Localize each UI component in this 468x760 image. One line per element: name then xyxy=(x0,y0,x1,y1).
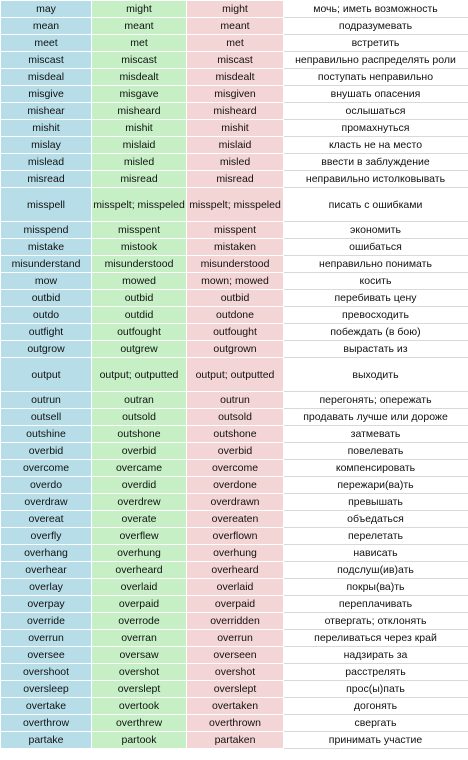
past-simple-cell: overcame xyxy=(92,460,187,477)
past-simple-cell: mowed xyxy=(92,273,187,290)
table-row xyxy=(1,358,468,392)
translation-cell: подслуш(ив)ать xyxy=(284,562,468,579)
past-simple-cell: output; outputted xyxy=(92,358,187,392)
table-row xyxy=(1,596,468,613)
past-simple-cell: misspent xyxy=(92,222,187,239)
verbs-table-body xyxy=(1,1,468,749)
base-form-cell: misspell xyxy=(1,188,92,222)
table-row xyxy=(1,137,468,154)
table-row xyxy=(1,613,468,630)
past-participle-cell: overrun xyxy=(187,630,284,647)
base-form-cell: outgrow xyxy=(1,341,92,358)
table-row xyxy=(1,52,468,69)
table-row xyxy=(1,324,468,341)
base-form-cell: outshine xyxy=(1,426,92,443)
base-form-cell: partake xyxy=(1,732,92,749)
past-simple-cell: outsold xyxy=(92,409,187,426)
past-participle-cell: partaken xyxy=(187,732,284,749)
translation-cell: неправильно истолковывать xyxy=(284,171,468,188)
table-row xyxy=(1,426,468,443)
past-simple-cell: mistook xyxy=(92,239,187,256)
translation-cell: свергать xyxy=(284,715,468,732)
past-simple-cell: overdrew xyxy=(92,494,187,511)
past-participle-cell: mistaken xyxy=(187,239,284,256)
past-participle-cell: outshone xyxy=(187,426,284,443)
table-row xyxy=(1,647,468,664)
base-form-cell: overthrow xyxy=(1,715,92,732)
past-participle-cell: misled xyxy=(187,154,284,171)
translation-cell: расстрелять xyxy=(284,664,468,681)
table-row xyxy=(1,494,468,511)
base-form-cell: outbid xyxy=(1,290,92,307)
past-simple-cell: misspelt; misspeled xyxy=(92,188,187,222)
table-row xyxy=(1,715,468,732)
past-participle-cell: met xyxy=(187,35,284,52)
past-simple-cell: outshone xyxy=(92,426,187,443)
translation-cell: экономить xyxy=(284,222,468,239)
table-row xyxy=(1,409,468,426)
past-participle-cell: overbid xyxy=(187,443,284,460)
past-simple-cell: outdid xyxy=(92,307,187,324)
table-row xyxy=(1,681,468,698)
past-participle-cell: outfought xyxy=(187,324,284,341)
past-simple-cell: oversaw xyxy=(92,647,187,664)
table-row xyxy=(1,477,468,494)
translation-cell: ошибаться xyxy=(284,239,468,256)
translation-cell: перебивать цену xyxy=(284,290,468,307)
past-simple-cell: misgave xyxy=(92,86,187,103)
table-row xyxy=(1,290,468,307)
translation-cell: покры(ва)ть xyxy=(284,579,468,596)
base-form-cell: overlay xyxy=(1,579,92,596)
translation-cell: принимать участие xyxy=(284,732,468,749)
base-form-cell: outdo xyxy=(1,307,92,324)
past-simple-cell: overran xyxy=(92,630,187,647)
past-simple-cell: might xyxy=(92,1,187,18)
base-form-cell: override xyxy=(1,613,92,630)
table-row xyxy=(1,239,468,256)
table-row xyxy=(1,511,468,528)
translation-cell: вырастать из xyxy=(284,341,468,358)
base-form-cell: may xyxy=(1,1,92,18)
table-row xyxy=(1,103,468,120)
translation-cell: переплачивать xyxy=(284,596,468,613)
past-simple-cell: overslept xyxy=(92,681,187,698)
table-row xyxy=(1,1,468,18)
past-participle-cell: overridden xyxy=(187,613,284,630)
past-participle-cell: misread xyxy=(187,171,284,188)
past-simple-cell: overpaid xyxy=(92,596,187,613)
past-participle-cell: outgrown xyxy=(187,341,284,358)
past-participle-cell: outsold xyxy=(187,409,284,426)
base-form-cell: overdo xyxy=(1,477,92,494)
base-form-cell: misspend xyxy=(1,222,92,239)
past-participle-cell: overshot xyxy=(187,664,284,681)
base-form-cell: mishit xyxy=(1,120,92,137)
table-row xyxy=(1,171,468,188)
past-participle-cell: overthrown xyxy=(187,715,284,732)
past-simple-cell: partook xyxy=(92,732,187,749)
past-simple-cell: misheard xyxy=(92,103,187,120)
past-participle-cell: overdone xyxy=(187,477,284,494)
past-participle-cell: outbid xyxy=(187,290,284,307)
table-row xyxy=(1,18,468,35)
base-form-cell: mislay xyxy=(1,137,92,154)
translation-cell: превышать xyxy=(284,494,468,511)
table-row xyxy=(1,69,468,86)
translation-cell: переливаться через край xyxy=(284,630,468,647)
base-form-cell: outfight xyxy=(1,324,92,341)
past-participle-cell: overslept xyxy=(187,681,284,698)
past-participle-cell: misdealt xyxy=(187,69,284,86)
base-form-cell: misdeal xyxy=(1,69,92,86)
base-form-cell: overshoot xyxy=(1,664,92,681)
base-form-cell: overfly xyxy=(1,528,92,545)
past-simple-cell: overate xyxy=(92,511,187,528)
translation-cell: нависать xyxy=(284,545,468,562)
past-participle-cell: mown; mowed xyxy=(187,273,284,290)
past-participle-cell: misgiven xyxy=(187,86,284,103)
base-form-cell: mishear xyxy=(1,103,92,120)
past-participle-cell: output; outputted xyxy=(187,358,284,392)
past-simple-cell: outbid xyxy=(92,290,187,307)
past-simple-cell: overbid xyxy=(92,443,187,460)
past-participle-cell: overdrawn xyxy=(187,494,284,511)
past-simple-cell: overthrew xyxy=(92,715,187,732)
translation-cell: объедаться xyxy=(284,511,468,528)
table-row xyxy=(1,222,468,239)
past-participle-cell: overheard xyxy=(187,562,284,579)
translation-cell: продавать лучше или дороже xyxy=(284,409,468,426)
translation-cell: надзирать за xyxy=(284,647,468,664)
translation-cell: поступать неправильно xyxy=(284,69,468,86)
past-simple-cell: meant xyxy=(92,18,187,35)
table-row xyxy=(1,120,468,137)
base-form-cell: outsell xyxy=(1,409,92,426)
base-form-cell: overrun xyxy=(1,630,92,647)
table-row xyxy=(1,528,468,545)
past-participle-cell: might xyxy=(187,1,284,18)
past-participle-cell: overlaid xyxy=(187,579,284,596)
translation-cell: перелетать xyxy=(284,528,468,545)
past-simple-cell: overrode xyxy=(92,613,187,630)
past-participle-cell: misspelt; misspeled xyxy=(187,188,284,222)
past-simple-cell: misread xyxy=(92,171,187,188)
past-participle-cell: mishit xyxy=(187,120,284,137)
translation-cell: затмевать xyxy=(284,426,468,443)
past-participle-cell: misunderstood xyxy=(187,256,284,273)
past-participle-cell: meant xyxy=(187,18,284,35)
base-form-cell: output xyxy=(1,358,92,392)
base-form-cell: overcome xyxy=(1,460,92,477)
base-form-cell: oversleep xyxy=(1,681,92,698)
translation-cell: перегонять; опережать xyxy=(284,392,468,409)
past-simple-cell: mishit xyxy=(92,120,187,137)
past-simple-cell: overlaid xyxy=(92,579,187,596)
translation-cell: косить xyxy=(284,273,468,290)
base-form-cell: outrun xyxy=(1,392,92,409)
table-row xyxy=(1,256,468,273)
past-participle-cell: overhung xyxy=(187,545,284,562)
table-row xyxy=(1,732,468,749)
base-form-cell: mean xyxy=(1,18,92,35)
base-form-cell: overhang xyxy=(1,545,92,562)
table-row xyxy=(1,392,468,409)
past-participle-cell: overflown xyxy=(187,528,284,545)
translation-cell: выходить xyxy=(284,358,468,392)
table-row xyxy=(1,545,468,562)
past-simple-cell: miscast xyxy=(92,52,187,69)
base-form-cell: oversee xyxy=(1,647,92,664)
table-row xyxy=(1,154,468,171)
past-participle-cell: overcome xyxy=(187,460,284,477)
past-simple-cell: overheard xyxy=(92,562,187,579)
table-row xyxy=(1,664,468,681)
translation-cell: превосходить xyxy=(284,307,468,324)
past-participle-cell: misheard xyxy=(187,103,284,120)
table-row xyxy=(1,307,468,324)
past-simple-cell: overflew xyxy=(92,528,187,545)
base-form-cell: miscast xyxy=(1,52,92,69)
translation-cell: ввести в заблуждение xyxy=(284,154,468,171)
translation-cell: отвергать; отклонять xyxy=(284,613,468,630)
past-simple-cell: mislaid xyxy=(92,137,187,154)
base-form-cell: overtake xyxy=(1,698,92,715)
translation-cell: пережари(ва)ть xyxy=(284,477,468,494)
base-form-cell: misunderstand xyxy=(1,256,92,273)
translation-cell: встретить xyxy=(284,35,468,52)
base-form-cell: overbid xyxy=(1,443,92,460)
table-row xyxy=(1,443,468,460)
past-participle-cell: outrun xyxy=(187,392,284,409)
table-row xyxy=(1,35,468,52)
translation-cell: побеждать (в бою) xyxy=(284,324,468,341)
base-form-cell: overdraw xyxy=(1,494,92,511)
past-participle-cell: misspent xyxy=(187,222,284,239)
translation-cell: догонять xyxy=(284,698,468,715)
base-form-cell: overhear xyxy=(1,562,92,579)
translation-cell: неправильно понимать xyxy=(284,256,468,273)
table-row xyxy=(1,460,468,477)
past-participle-cell: overpaid xyxy=(187,596,284,613)
translation-cell: писать с ошибками xyxy=(284,188,468,222)
past-simple-cell: outran xyxy=(92,392,187,409)
table-row xyxy=(1,273,468,290)
table-row xyxy=(1,86,468,103)
base-form-cell: mistake xyxy=(1,239,92,256)
base-form-cell: misread xyxy=(1,171,92,188)
translation-cell: мочь; иметь возможность xyxy=(284,1,468,18)
translation-cell: прос(ы)пать xyxy=(284,681,468,698)
table-row xyxy=(1,630,468,647)
table-row xyxy=(1,579,468,596)
past-simple-cell: overdid xyxy=(92,477,187,494)
base-form-cell: overeat xyxy=(1,511,92,528)
past-simple-cell: misunderstood xyxy=(92,256,187,273)
translation-cell: класть не на место xyxy=(284,137,468,154)
past-simple-cell: met xyxy=(92,35,187,52)
past-simple-cell: overhung xyxy=(92,545,187,562)
base-form-cell: mislead xyxy=(1,154,92,171)
past-simple-cell: outfought xyxy=(92,324,187,341)
past-participle-cell: overeaten xyxy=(187,511,284,528)
translation-cell: компенсировать xyxy=(284,460,468,477)
past-participle-cell: overseen xyxy=(187,647,284,664)
past-simple-cell: outgrew xyxy=(92,341,187,358)
translation-cell: повелевать xyxy=(284,443,468,460)
past-participle-cell: outdone xyxy=(187,307,284,324)
past-participle-cell: miscast xyxy=(187,52,284,69)
translation-cell: внушать опасения xyxy=(284,86,468,103)
past-simple-cell: overshot xyxy=(92,664,187,681)
base-form-cell: misgive xyxy=(1,86,92,103)
table-row xyxy=(1,562,468,579)
table-row xyxy=(1,188,468,222)
past-simple-cell: misled xyxy=(92,154,187,171)
base-form-cell: overpay xyxy=(1,596,92,613)
table-row xyxy=(1,341,468,358)
past-participle-cell: overtaken xyxy=(187,698,284,715)
table-row xyxy=(1,698,468,715)
translation-cell: промахнуться xyxy=(284,120,468,137)
base-form-cell: meet xyxy=(1,35,92,52)
past-simple-cell: misdealt xyxy=(92,69,187,86)
base-form-cell: mow xyxy=(1,273,92,290)
translation-cell: неправильно распределять роли xyxy=(284,52,468,69)
past-simple-cell: overtook xyxy=(92,698,187,715)
translation-cell: подразумевать xyxy=(284,18,468,35)
past-participle-cell: mislaid xyxy=(187,137,284,154)
translation-cell: ослышаться xyxy=(284,103,468,120)
